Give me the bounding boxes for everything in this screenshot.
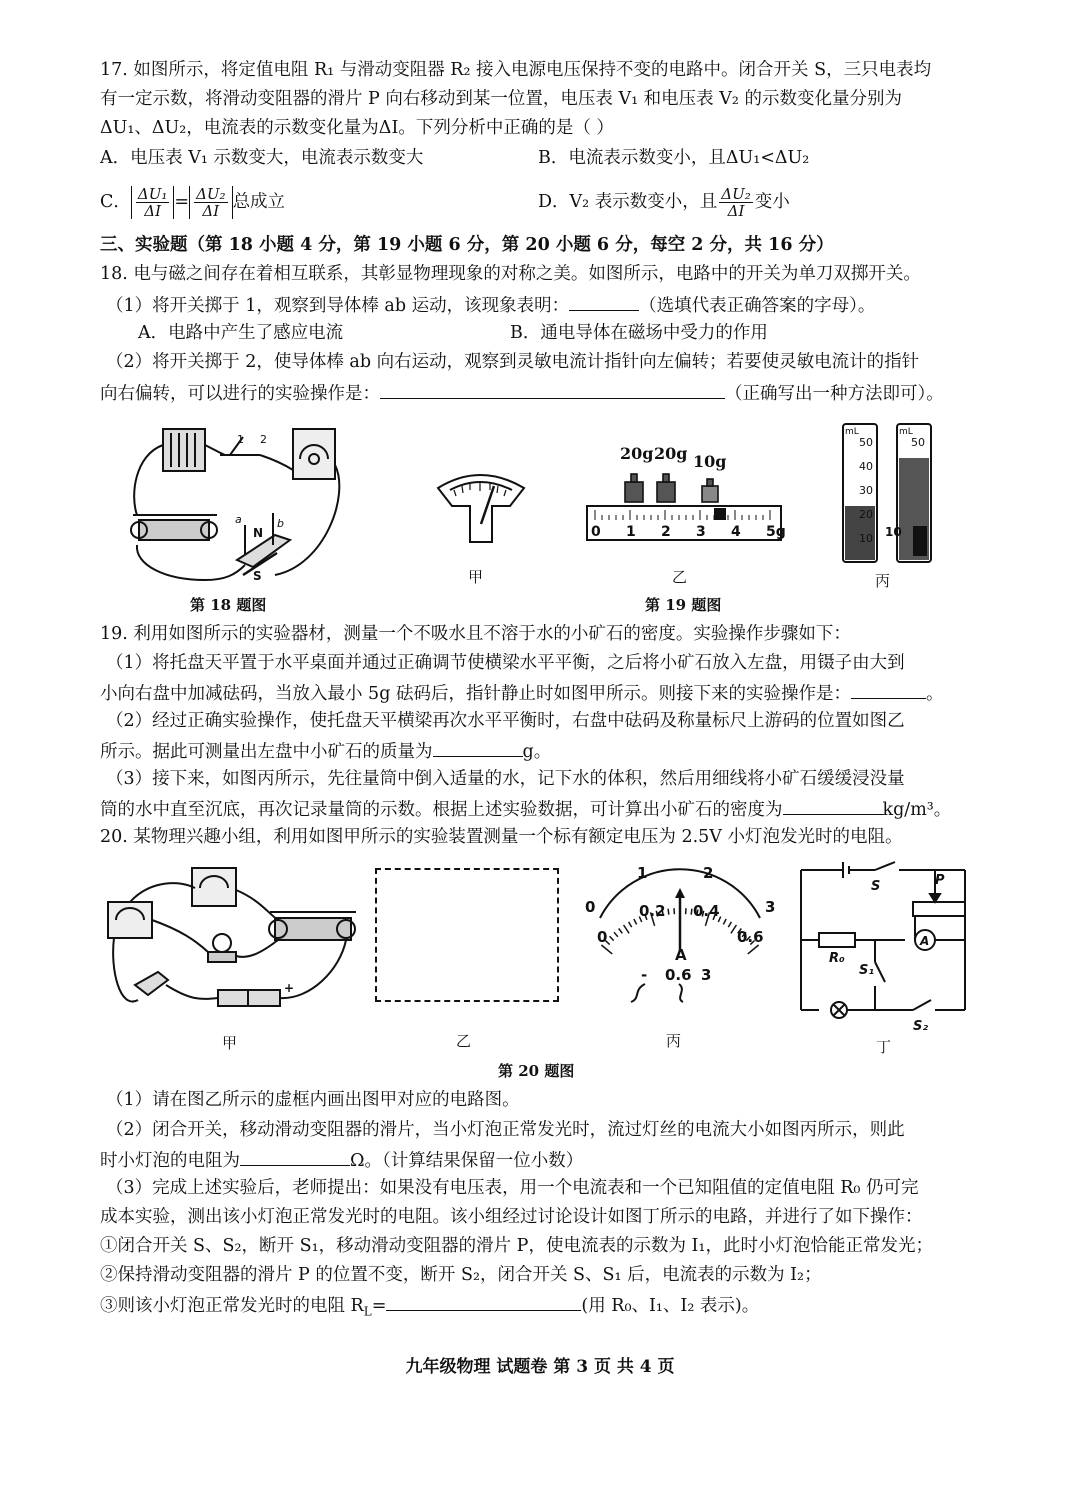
ruler-number: 1	[626, 524, 636, 540]
dial-tick	[691, 909, 692, 915]
fig18-s-label: S	[253, 569, 262, 583]
fig19-caption: 第 19 题图	[645, 596, 722, 614]
q17-line1: 17. 如图所示，将定值电阻 R₁ 与滑动变阻器 R₂ 接入电源电压保持不变的电路中。闭合开关 S，三只电表均	[100, 60, 932, 80]
terminal-label: -	[641, 966, 648, 984]
cyl1-tick: 10	[859, 532, 873, 545]
ruler	[587, 506, 781, 540]
q20-line1: 20. 某物理兴趣小组，利用如图甲所示的实验装置测量一个标有额定电压为 2.5V 小灯泡发光时的电阻。	[100, 827, 903, 847]
dial-inner-label: 0.4	[693, 902, 720, 920]
answer-blank[interactable]	[851, 680, 926, 699]
answer-blank[interactable]	[433, 738, 523, 757]
dial-inner-label: 0	[597, 928, 608, 946]
dial-inner-label: 0.2	[639, 902, 666, 920]
battery-plus: +	[284, 981, 295, 995]
q17-option-a: A．电压表 V₁ 示数变大，电流表示数变大	[100, 148, 424, 168]
weight-20g-2: 20g	[654, 444, 688, 463]
dial-outer-label: 1	[637, 864, 648, 882]
weight-icon	[702, 486, 718, 502]
page-footer: 九年级物理 试题卷 第 3 页 共 4 页	[405, 1357, 675, 1377]
ruler-number: 0	[591, 524, 601, 540]
rheostat-icon	[139, 520, 209, 540]
q19-part1-line2: 小向右盘中加减砝码，当放入最小 5g 砝码后，指针静止时如图甲所示。则接下来的实验操作是： 。	[100, 680, 943, 706]
cyl1-tick: 50	[859, 436, 873, 449]
q19-part2-line1: （2）经过正确实验操作，使托盘天平横梁再次水平平衡时，右盘中砝码及称量标尺上游码的位置如图乙	[106, 711, 905, 731]
dial-outer-label: 2	[703, 864, 714, 882]
answer-blank[interactable]	[569, 292, 639, 311]
q20-part2-line1: （2）闭合开关，移动滑动变阻器的滑片，当小灯泡正常发光时，流过灯丝的电流大小如图丙所示，则此	[106, 1120, 905, 1140]
dial-tick	[610, 936, 614, 940]
dial-tick	[728, 922, 731, 927]
fig19-label-jia: 甲	[468, 568, 484, 586]
q18-part2-line1: （2）将开关掷于 2，使导体棒 ab 向右运动，观察到灵敏电流计指针向左偏转；若要使灵敏电流计的指针	[106, 352, 920, 372]
q20-step1: ①闭合开关 S、S₂，断开 S₁，移动滑动变阻器的滑片 P，使电流表的示数为 I₁，此时小灯泡恰能正常发光；	[100, 1236, 933, 1256]
answer-blank[interactable]	[386, 1292, 581, 1311]
ruler-number: 5g	[766, 524, 786, 540]
dial-outer-label: 0	[585, 898, 596, 916]
dial-tick	[723, 919, 726, 924]
dial-tick	[748, 945, 759, 954]
q20-part1: （1）请在图乙所示的虚框内画出图甲对应的电路图。	[106, 1090, 520, 1110]
ding-a-label: A	[920, 934, 930, 948]
r0-symbol	[819, 933, 855, 947]
switch-s2-symbol	[913, 1000, 931, 1010]
fig18-apparatus	[125, 415, 365, 590]
ding-s2-label: S₂	[913, 1019, 929, 1034]
weight-10g: 10g	[693, 452, 727, 471]
cyl1-unit: mL	[845, 427, 859, 437]
ammeter-icon	[192, 868, 236, 906]
answer-blank[interactable]	[240, 1147, 350, 1166]
ruler-number: 3	[696, 524, 706, 540]
section-heading: 三、实验题（第 18 小题 4 分，第 19 小题 6 分，第 20 小题 6 分，每空 2 分，共 16 分）	[100, 235, 834, 255]
ding-s1-label: S₁	[859, 963, 875, 978]
fig19-balance-scale	[432, 466, 532, 546]
bulb-icon	[213, 934, 231, 952]
q18-option-b: B．通电导体在磁场中受力的作用	[510, 323, 768, 343]
cyl1-tick: 30	[859, 484, 873, 497]
switch-s-symbol	[875, 862, 895, 870]
circuit-drawing-box[interactable]	[375, 868, 559, 1002]
fig20-apparatus	[100, 860, 360, 1025]
dial-tick	[601, 945, 612, 954]
q18-option-a: A．电路中产生了感应电流	[138, 323, 344, 343]
q19-line1: 19. 利用如图所示的实验器材，测量一个不吸水且不溶于水的小矿石的密度。实验操作步骤如下：	[100, 624, 851, 644]
ding-p-label: P	[935, 873, 945, 888]
q19-part3-line2: 筒的水中直至沉底，再次记录量筒的示数。根据上述实验数据，可计算出小矿石的密度为 kg/m³。	[100, 796, 951, 822]
dial-tick	[619, 929, 623, 934]
q20-part3-line2: 成本实验，测出该小灯泡正常发光时的电阻。该小组经过讨论设计如图丁所示的电路，并进行了如下操作：	[100, 1207, 923, 1227]
dial-tick	[634, 919, 637, 924]
q20-part3-line1: （3）完成上述实验后，老师提出：如果没有电压表，用一个电流表和一个已知阻值的定值电阻 R₀ 仍可完	[106, 1178, 919, 1198]
fig19-label-yi: 乙	[672, 568, 688, 586]
dial-outer-label: 3	[765, 898, 776, 916]
rheostat-symbol	[913, 902, 965, 916]
fig18-caption: 第 18 题图	[190, 596, 267, 614]
fig20-ammeter-dial	[575, 860, 785, 1000]
mineral-stone	[913, 526, 927, 556]
q17-line2: 有一定示数，将滑动变阻器的滑片 P 向右移动到某一位置，电压表 V₁ 和电压表 V₂ 的示数变化量分别为	[100, 89, 902, 109]
abs-fraction-2: $\frac{\text{ΔU₂}}{\Delta I}$	[189, 186, 233, 219]
fig20-label-ding: 丁	[876, 1038, 892, 1056]
battery-icon	[163, 429, 205, 471]
q20-step3: ③则该小灯泡正常发光时的电阻 $R_L=$ (用 R₀、I₁、I₂ 表示)。	[100, 1292, 759, 1324]
fig20-label-yi: 乙	[456, 1032, 472, 1050]
fig18-n-label: N	[253, 526, 264, 540]
cyl1-tick: 40	[859, 460, 873, 473]
answer-blank[interactable]	[380, 380, 725, 399]
terminal-label: 0.6	[665, 966, 692, 984]
fig20-label-bing: 丙	[666, 1032, 682, 1050]
cyl2-unit: mL	[899, 427, 913, 437]
switch-s1-symbol	[875, 962, 885, 982]
fig19-weights-ruler	[585, 470, 785, 545]
fig20-circuit-diagram	[795, 862, 975, 1032]
fig20-label-jia: 甲	[222, 1034, 238, 1052]
fig19-cylinders	[835, 418, 945, 568]
abs-fraction-1: $\frac{\text{ΔU₁}}{\Delta I}$	[131, 186, 175, 219]
dial-unit: A	[675, 946, 687, 964]
fig18-switch-2-label: 2	[260, 433, 267, 446]
cyl2-tick: 10	[885, 525, 902, 539]
weight-icon	[657, 482, 675, 502]
cyl2-tick: 50	[911, 436, 925, 449]
switch-icon	[135, 972, 168, 995]
ding-s-label: S	[871, 879, 881, 894]
dial-tick	[731, 925, 737, 933]
q20-step2: ②保持滑动变阻器的滑片 P 的位置不变，断开 S₂，闭合开关 S、S₁ 后，电流表的示数为 I₂；	[100, 1265, 822, 1285]
fig18-b-label: b	[277, 517, 284, 530]
terminal-label: 3	[701, 966, 712, 984]
q17-line3: ΔU₁、ΔU₂，电流表的示数变化量为ΔI。下列分析中正确的是（ ）	[100, 118, 614, 138]
rider-weight	[714, 508, 726, 520]
q18-part2-line2: 向右偏转，可以进行的实验操作是： （正确写出一种方法即可）。	[100, 380, 944, 406]
weight-icon	[625, 482, 643, 502]
ruler-number: 4	[731, 524, 741, 540]
dial-inner-label: 0.6	[737, 928, 764, 946]
fig20-caption: 第 20 题图	[498, 1062, 575, 1080]
q17-option-d: D．V₂ 表示数变小，且 $\frac{\text{ΔU₂}}{\Delta I}$ 变小	[538, 185, 790, 220]
ding-r0-label: R₀	[829, 951, 845, 966]
dial-tick	[629, 922, 632, 927]
weight-20g-1: 20g	[620, 444, 654, 463]
answer-blank[interactable]	[783, 796, 883, 815]
q19-part1-line1: （1）将托盘天平置于水平桌面并通过正确调节使横梁水平平衡，之后将小矿石放入左盘，用镊子由大到	[106, 653, 905, 673]
fig18-a-label: a	[235, 513, 242, 526]
q19-part2-line2: 所示。据此可测量出左盘中小矿石的质量为 g。	[100, 738, 551, 764]
q18-line1: 18. 电与磁之间存在着相互联系，其彰显物理现象的对称之美。如图所示，电路中的开关为单刀双掷开关。	[100, 264, 921, 284]
dial-tick	[624, 925, 630, 933]
q18-part1: （1）将开关掷于 1，观察到导体棒 ab 运动，该现象表明： （选填代表正确答案的字母）。	[106, 292, 875, 318]
q17-option-c: C． $\frac{\text{ΔU₁}}{\Delta I}$ = $\frac{\text{ΔU₂}}{\Delta I}$ 总成立	[100, 185, 286, 220]
ruler-number: 2	[661, 524, 671, 540]
cyl1-tick: 20	[859, 508, 873, 521]
q20-part2-line2: 时小灯泡的电阻为 Ω。（计算结果保留一位小数）	[100, 1147, 583, 1173]
q17-option-b: B．电流表示数变小，且ΔU₁<ΔU₂	[538, 148, 810, 168]
fig19-label-bing: 丙	[875, 572, 891, 590]
q19-part3-line1: （3）接下来，如图丙所示，先往量筒中倒入适量的水，记下水的体积，然后用细线将小矿石缓缓浸没量	[106, 769, 905, 789]
dial-tick	[668, 909, 669, 915]
fig18-switch-1-label: 1	[237, 433, 244, 446]
dial-tick	[614, 932, 618, 937]
